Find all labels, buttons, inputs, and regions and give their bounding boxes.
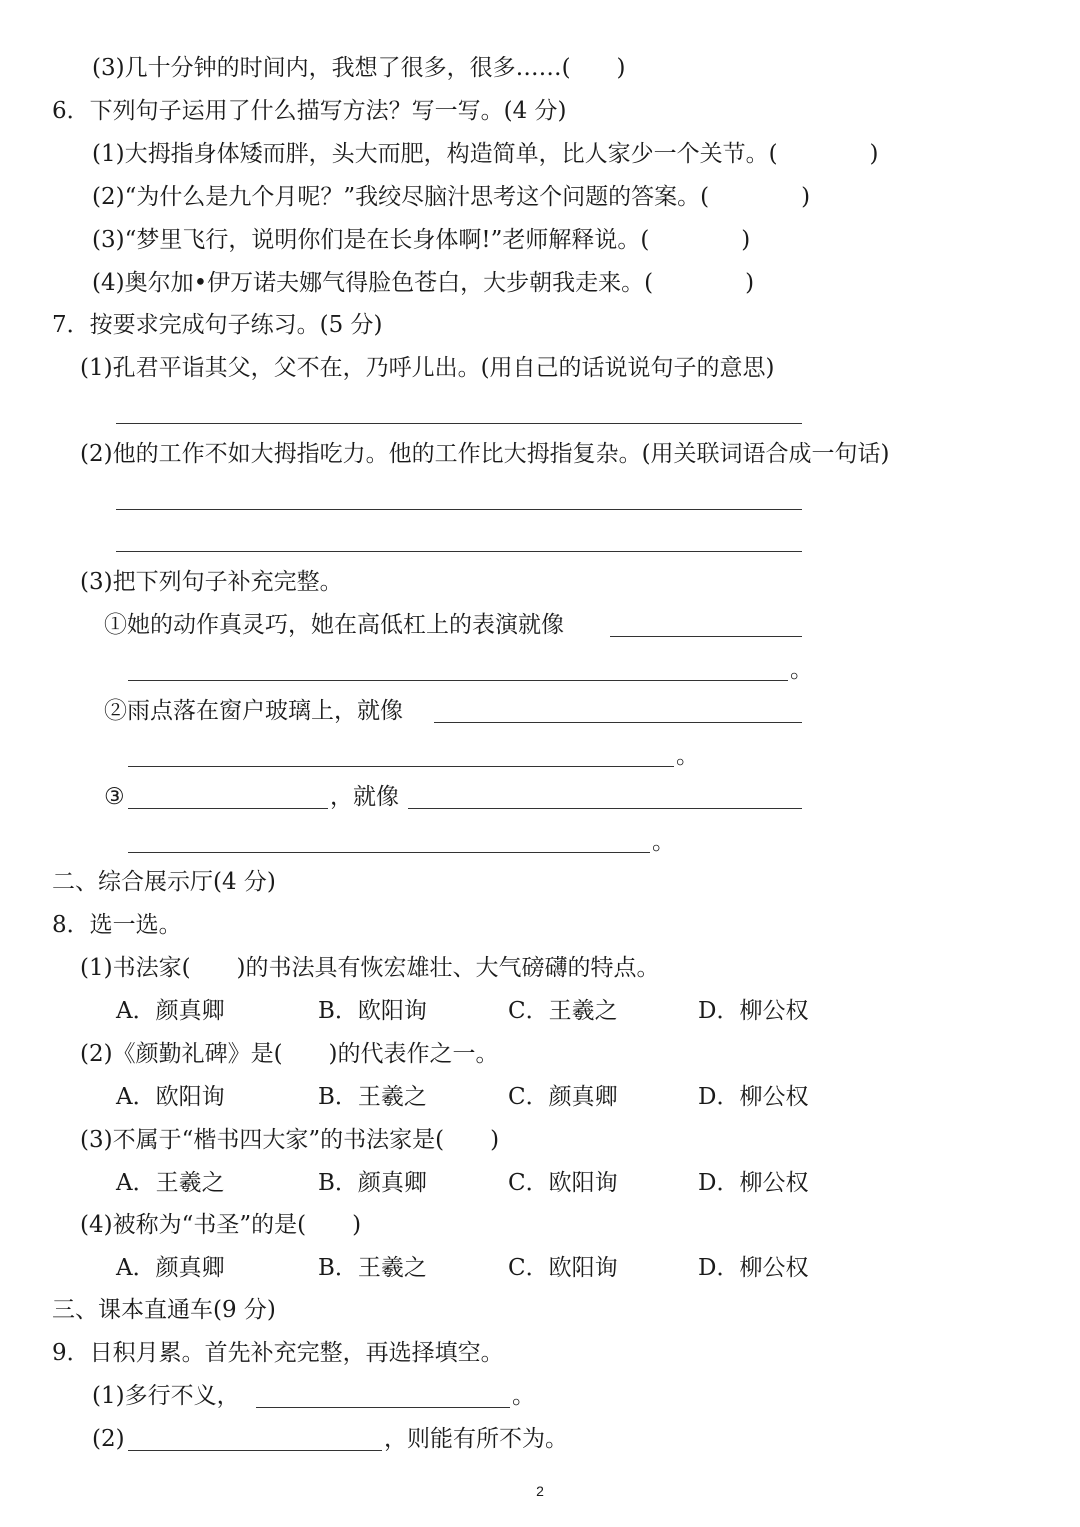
- q6-heading: 6．下列句子运用了什么描写方法？写一写。(4 分): [52, 98, 567, 124]
- option-a[interactable]: A．欧阳询: [116, 1084, 225, 1110]
- answer-line[interactable]: [128, 766, 674, 767]
- answer-line[interactable]: [610, 636, 802, 637]
- answer-line[interactable]: [116, 423, 802, 424]
- answer-line[interactable]: [408, 808, 802, 809]
- q6-item-4: (4)奥尔加•伊万诺夫娜气得脸色苍白，大步朝我走来。( ): [92, 270, 755, 296]
- option-c[interactable]: C．颜真卿: [508, 1084, 618, 1110]
- q6-item-3: (3)“梦里飞行，说明你们是在长身体啊!”老师解释说。( ): [92, 227, 751, 253]
- option-c[interactable]: C．王羲之: [508, 998, 618, 1024]
- answer-line[interactable]: [128, 1450, 382, 1451]
- period-mark: 。: [652, 829, 675, 855]
- option-b[interactable]: B．颜真卿: [318, 1170, 427, 1196]
- q8-item-3: (3)不属于“楷书四大家”的书法家是( ): [80, 1127, 500, 1153]
- q9-item-2-text: ，则能有所不为。: [384, 1426, 568, 1452]
- q7-item-2: (2)他的工作不如大拇指吃力。他的工作比大拇指复杂。(用关联词语合成一句话): [80, 441, 890, 467]
- q7-item-3: (3)把下列句子补充完整。: [80, 569, 343, 595]
- option-b[interactable]: B．王羲之: [318, 1255, 427, 1281]
- q8-item-1: (1)书法家( )的书法具有恢宏雄壮、大气磅礴的特点。: [80, 955, 660, 981]
- q7-sub-3-marker: ③: [104, 784, 125, 810]
- q9-heading: 9．日积月累。首先补充完整，再选择填空。: [52, 1340, 504, 1366]
- q9-item-2-marker: (2): [92, 1426, 125, 1452]
- answer-line[interactable]: [116, 551, 802, 552]
- period-mark: 。: [790, 657, 813, 683]
- q7-item-1: (1)孔君平诣其父，父不在，乃呼儿出。(用自己的话说说句子的意思): [80, 355, 775, 381]
- period-mark: 。: [512, 1383, 535, 1409]
- option-d[interactable]: D．柳公权: [698, 1084, 809, 1110]
- answer-line[interactable]: [434, 722, 802, 723]
- option-d[interactable]: D．柳公权: [698, 1170, 809, 1196]
- q7-sub-2: ②雨点落在窗户玻璃上，就像: [104, 698, 403, 724]
- option-a[interactable]: A．颜真卿: [116, 998, 225, 1024]
- q8-item-2: (2)《颜勤礼碑》是( )的代表作之一。: [80, 1041, 499, 1067]
- option-d[interactable]: D．柳公权: [698, 1255, 809, 1281]
- answer-line[interactable]: [128, 680, 788, 681]
- option-b[interactable]: B．王羲之: [318, 1084, 427, 1110]
- answer-line[interactable]: [128, 852, 650, 853]
- period-mark: 。: [676, 743, 699, 769]
- q7-sub-1: ①她的动作真灵巧，她在高低杠上的表演就像: [104, 612, 564, 638]
- section-2-heading: 二、综合展示厅(4 分): [52, 869, 276, 895]
- q6-item-2: (2)“为什么是九个月呢？”我绞尽脑汁思考这个问题的答案。( ): [92, 184, 811, 210]
- answer-line[interactable]: [256, 1407, 510, 1408]
- option-d[interactable]: D．柳公权: [698, 998, 809, 1024]
- q7-heading: 7．按要求完成句子练习。(5 分): [52, 312, 383, 338]
- q5-item-3: (3)几十分钟的时间内，我想了很多，很多……( ): [92, 55, 626, 81]
- option-a[interactable]: A．颜真卿: [116, 1255, 225, 1281]
- q8-heading: 8．选一选。: [52, 912, 182, 938]
- option-c[interactable]: C．欧阳询: [508, 1170, 618, 1196]
- option-b[interactable]: B．欧阳询: [318, 998, 427, 1024]
- option-a[interactable]: A．王羲之: [116, 1170, 225, 1196]
- q8-item-4: (4)被称为“书圣”的是( ): [80, 1212, 362, 1238]
- section-3-heading: 三、课本直通车(9 分): [52, 1297, 276, 1323]
- q7-sub-3-text: ，就像: [330, 784, 399, 810]
- answer-line[interactable]: [128, 808, 328, 809]
- option-c[interactable]: C．欧阳询: [508, 1255, 618, 1281]
- q6-item-1: (1)大拇指身体矮而胖，头大而肥，构造简单，比人家少一个关节。( ): [92, 141, 879, 167]
- q9-item-1: (1)多行不义，: [92, 1383, 240, 1409]
- page-number: 2: [536, 1483, 544, 1499]
- answer-line[interactable]: [116, 509, 802, 510]
